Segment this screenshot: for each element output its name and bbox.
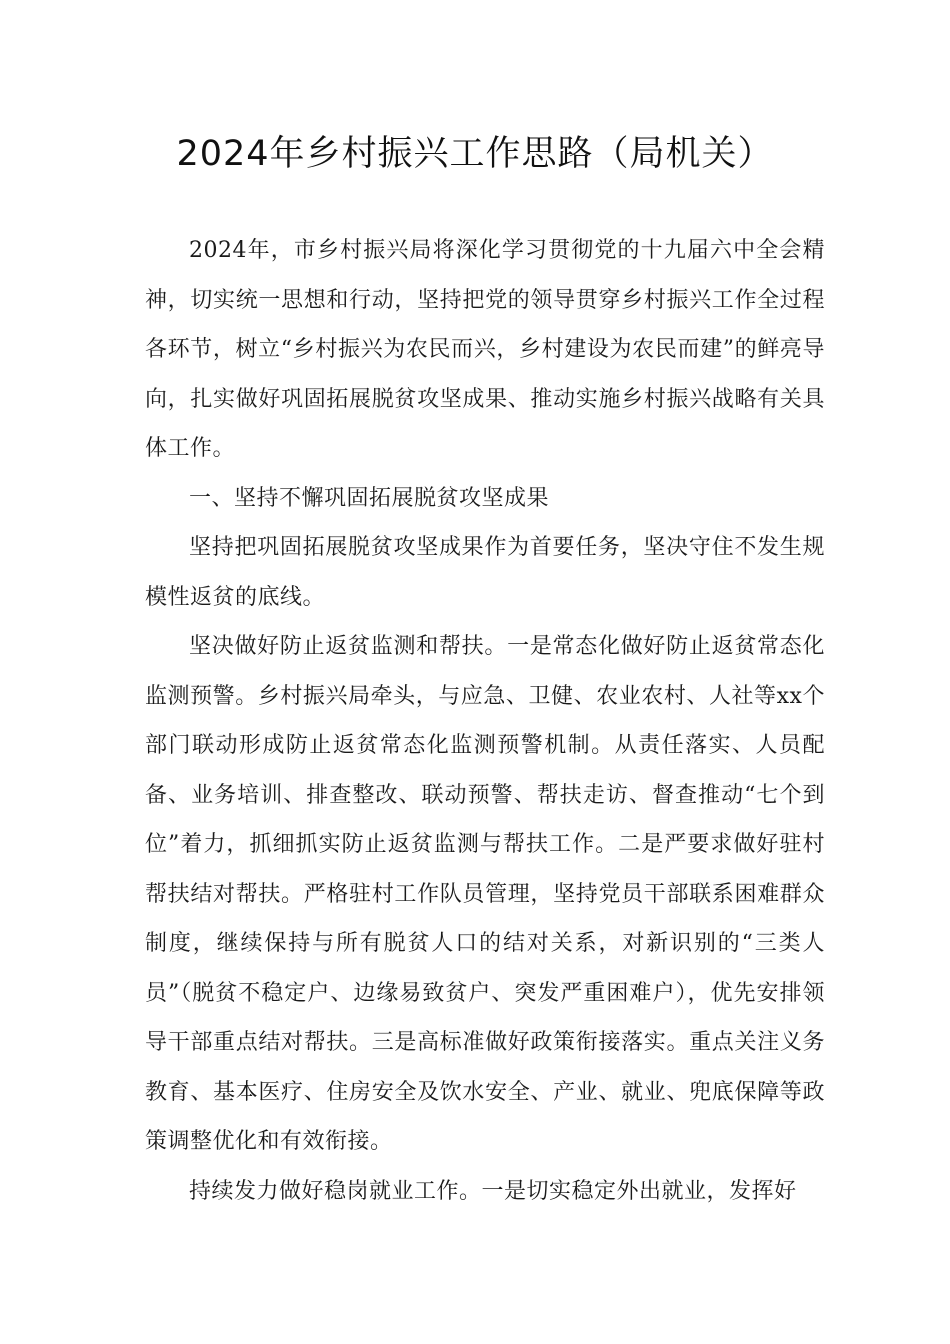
- paragraph-section-1-summary: 坚持把巩固拓展脱贫攻坚成果作为首要任务，坚决守住不发生规模性返贫的底线。: [145, 535, 825, 610]
- document-body: [145, 226, 825, 1216]
- document-title: 2024年乡村振兴工作思路（局机关）: [176, 134, 774, 174]
- paragraph-monitoring-assistance: 坚决做好防止返贫监测和帮扶。一是常态化做好防止返贫常态化监测预警。乡村振兴局牵头，与应急、卫健、农业农村、人社等xx个部门联动形成防止返贫常态化监测预警机制。从责任落实、人员配备、业务培训、排查整改、联动预警、帮扶走访、督查推动“七个到位”着力，抓细抓实防止返贫监测与帮扶工作。二是严要求做好驻村帮扶结对帮扶。严格驻村工作队员管理，坚持党员干部联系困难群众制度，继续保持与所有脱贫人口的结对关系，对新识别的“三类人员”（脱贫不稳定户、边缘易致贫户、突发严重困难户），优先安排领导干部重点结对帮扶。三是高标准做好政策衔接落实。重点关注义务教育、基本医疗、住房安全及饮水安全、产业、就业、兜底保障等政策调整优化和有效衔接。: [145, 634, 825, 1154]
- paragraph-employment: 持续发力做好稳岗就业工作。一是切实稳定外出就业，发挥好: [189, 1178, 797, 1204]
- paragraph-intro: 2024年，市乡村振兴局将深化学习贯彻党的十九届六中全会精神，切实统一思想和行动，坚持把党的领导贯穿乡村振兴工作全过程各环节，树立“乡村振兴为农民而兴，乡村建设为农民而建”的鲜亮导向，扎实做好巩固拓展脱贫攻坚成果、推动实施乡村振兴战略有关具体工作。: [145, 238, 825, 461]
- section-heading-1: 一、坚持不懈巩固拓展脱贫攻坚成果: [189, 485, 550, 511]
